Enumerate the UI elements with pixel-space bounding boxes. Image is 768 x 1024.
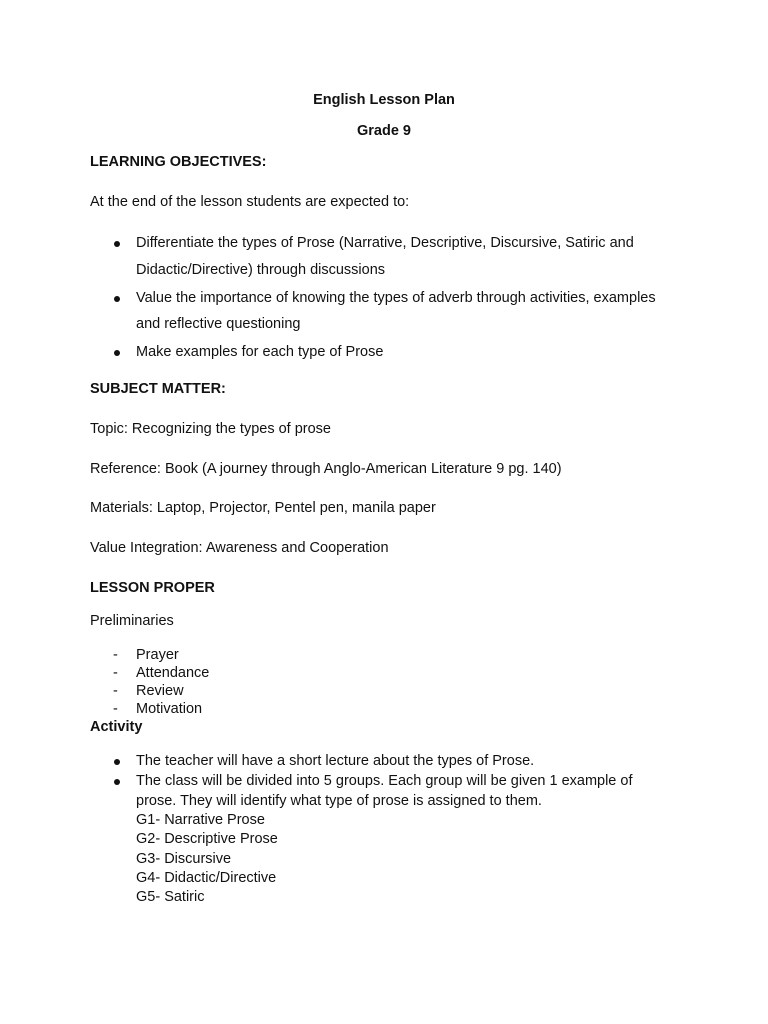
activity-heading: Activity [90, 719, 143, 735]
dash-marker: - [113, 701, 118, 717]
activity-item-2-line1: The class will be divided into 5 groups. Each group will be given 1 example of [136, 773, 633, 789]
activity-item-1: The teacher will have a short lecture about the types of Prose. [136, 753, 535, 769]
objective-item-3-line1: Make examples for each type of Prose [136, 344, 384, 360]
group-item: G5- Satiric [136, 889, 205, 905]
objective-item-1-line2: Didactic/Directive) through discussions [136, 262, 386, 278]
dash-marker: - [113, 665, 118, 681]
dash-marker: - [113, 647, 118, 663]
subject-matter-heading: SUBJECT MATTER: [90, 381, 226, 397]
bullet-icon [114, 759, 120, 765]
bullet-icon [114, 296, 120, 302]
objective-item-1-line1: Differentiate the types of Prose (Narrative, Descriptive, Discursive, Satiric and [136, 235, 634, 251]
grade-label: Grade 9 [357, 123, 411, 139]
group-item: G1- Narrative Prose [136, 812, 265, 828]
prelim-item: Motivation [136, 701, 203, 717]
preliminaries-label: Preliminaries [90, 613, 174, 629]
prelim-item: Review [136, 683, 184, 699]
objective-item-2-line2: and reflective questioning [136, 316, 301, 332]
objectives-intro: At the end of the lesson students are expected to: [90, 194, 410, 210]
prelim-item: Attendance [136, 665, 210, 681]
objectives-heading: LEARNING OBJECTIVES: [90, 154, 267, 170]
bullet-icon [114, 779, 120, 785]
group-item: G2- Descriptive Prose [136, 831, 278, 847]
bullet-icon [114, 350, 120, 356]
group-item: G3- Discursive [136, 851, 232, 867]
prelim-item: Prayer [136, 647, 179, 663]
subject-topic: Topic: Recognizing the types of prose [90, 421, 331, 437]
lesson-proper-heading: LESSON PROPER [90, 580, 215, 596]
bullet-icon [114, 241, 120, 247]
document-title: English Lesson Plan [313, 92, 455, 108]
dash-marker: - [113, 683, 118, 699]
subject-materials: Materials: Laptop, Projector, Pentel pen, manila paper [90, 500, 436, 516]
subject-reference: Reference: Book (A journey through Anglo-American Literature 9 pg. 140) [90, 461, 562, 477]
objective-item-2-line1: Value the importance of knowing the types of adverb through activities, examples [136, 290, 656, 306]
subject-value-integration: Value Integration: Awareness and Cooperation [90, 540, 389, 556]
group-item: G4- Didactic/Directive [136, 870, 277, 886]
activity-item-2-line2: prose. They will identify what type of prose is assigned to them. [136, 793, 542, 809]
